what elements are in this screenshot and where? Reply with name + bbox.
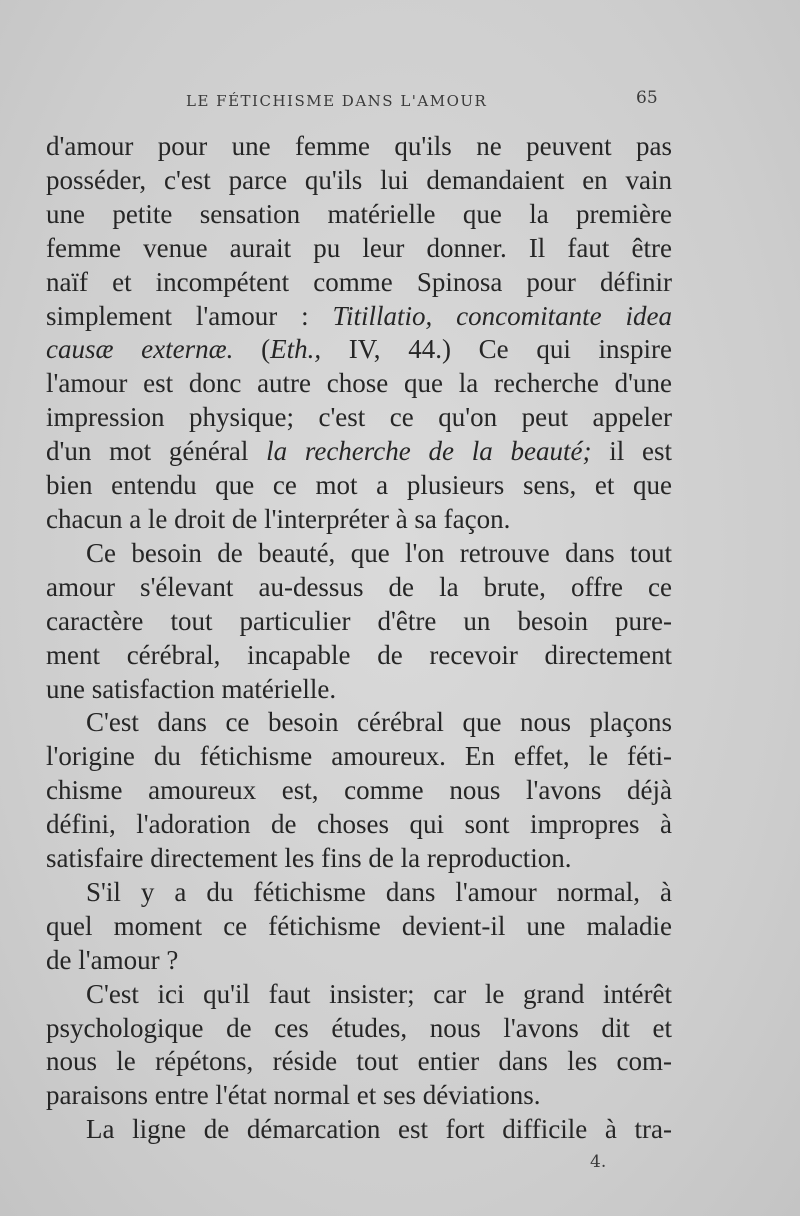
text-run: (	[233, 334, 271, 365]
text-line: chisme amoureux est, comme nous l'avons déjà	[46, 775, 672, 806]
text-line: nous le répétons, réside tout entier dans les com-	[46, 1046, 672, 1077]
signature-mark: 4.	[590, 1152, 607, 1172]
text-line: l'amour est donc autre chose que la recherche d'une	[46, 368, 672, 399]
text-line: bien entendu que ce mot a plusieurs sens, et que	[46, 470, 672, 501]
text-line: chacun a le droit de l'interpréter à sa façon.	[46, 503, 511, 534]
text-line: une satisfaction matérielle.	[46, 673, 337, 704]
text-line: quel moment ce fétichisme devient-il une maladie	[46, 910, 672, 941]
text-line: C'est ici qu'il faut insister; car le grand intérêt	[86, 978, 672, 1009]
text-line: d'amour pour une femme qu'ils ne peuvent pas	[46, 131, 672, 161]
text-line: psychologique de ces études, nous l'avons dit et	[46, 1012, 672, 1043]
paragraph-4	[46, 876, 672, 978]
paragraph-5	[46, 978, 672, 1114]
text-line: S'il y a du fétichisme dans l'amour normal, à	[86, 876, 672, 907]
text-line: femme venue aurait pu leur donner. Il faut être	[46, 232, 672, 263]
text-line: Ce besoin de beauté, que l'on retrouve dans tout	[86, 537, 672, 568]
text-run: il est	[591, 436, 672, 467]
text-line: une petite sensation matérielle que la première	[46, 198, 672, 229]
text-line: impression physique; c'est ce qu'on peut appeler	[46, 402, 672, 433]
text-line: de l'amour ?	[46, 944, 179, 975]
text-line: paraisons entre l'état normal et ses déviations.	[46, 1080, 541, 1111]
latin-quote: Titillatio, concomitante idea	[332, 300, 673, 331]
paragraph-2	[46, 537, 672, 707]
text-line: amour s'élevant au-dessus de la brute, offre ce	[46, 571, 672, 602]
latin-quote: causæ externæ.	[46, 334, 234, 365]
text-line: l'origine du fétichisme amoureux. En effet, le féti-	[46, 741, 672, 772]
text-line: naïf et incompétent comme Spinosa pour définir	[46, 266, 672, 297]
text-run: IV, 44.) Ce qui inspire	[321, 334, 672, 365]
paragraph-1	[46, 130, 672, 537]
text-line: caractère tout particulier d'être un besoin pure-	[46, 605, 672, 636]
text-line	[46, 435, 672, 469]
text-run: simplement l'amour :	[46, 300, 333, 331]
running-title: LE FÉTICHISME DANS L'AMOUR	[186, 92, 488, 110]
text-line: satisfaire directement les fins de la reproduction.	[46, 843, 572, 874]
text-line	[46, 300, 672, 334]
text-line: posséder, c'est parce qu'ils lui demandaient en vain	[46, 164, 672, 195]
paragraph-6	[46, 1113, 672, 1147]
citation-source: Eth.,	[270, 334, 322, 365]
text-line: C'est dans ce besoin cérébral que nous plaçons	[86, 707, 672, 738]
text-line: ment cérébral, incapable de recevoir directement	[46, 639, 672, 670]
emphasis: la recherche de la beauté;	[266, 436, 592, 467]
paragraph-3	[46, 706, 672, 876]
text-line: La ligne de démarcation est fort difficile à tra-	[86, 1114, 672, 1145]
text-line: défini, l'adoration de choses qui sont impropres à	[46, 809, 672, 840]
text-line	[46, 333, 672, 367]
body-text	[46, 130, 672, 1147]
page-number: 65	[636, 88, 658, 108]
text-run: d'un mot général	[46, 436, 267, 467]
